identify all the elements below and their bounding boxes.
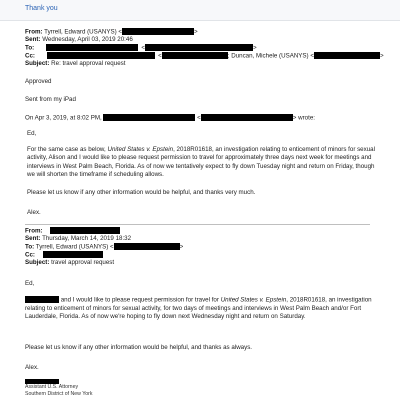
to-label: To: xyxy=(25,243,35,251)
thank-you-link[interactable]: Thank you xyxy=(25,5,58,12)
signature-office: Southern District of New York xyxy=(25,391,93,397)
header-subject-row xyxy=(25,60,125,68)
redaction xyxy=(47,52,155,59)
cc-label: Cc: xyxy=(25,52,35,60)
sent-label: Sent: xyxy=(25,235,41,242)
bracket: > xyxy=(252,44,257,52)
from-label: From: xyxy=(25,28,43,36)
greeting: Ed, xyxy=(25,280,35,287)
header-cc-row: Cc: < ; Duncan, Michele (USANYS) < > xyxy=(25,52,384,60)
subject-label: Subject: xyxy=(25,259,50,266)
quoted-paragraph xyxy=(25,296,380,322)
paragraph-text: For the same case as below, xyxy=(27,146,106,153)
paragraph-text: , 2018R01618, an investigation relating to enticement of minors for sexual activity, Alison and I would like to please request permission to travel for approximately three days next week for meetings and interviews in West Palm Beach, Florida. As of now we tentatively expect to fly down Tuesday night and return on Friday, though we will shorten the timeframe if scheduling allows. xyxy=(27,146,375,179)
signoff: Alex. xyxy=(25,364,39,371)
quoted-paragraph: Please let us know if any other information would be helpful, and thanks very much. xyxy=(27,189,256,196)
reply-toolbar xyxy=(0,0,400,21)
subject-label: Subject: xyxy=(25,60,50,67)
redaction xyxy=(46,44,138,51)
redaction xyxy=(314,52,380,59)
from-value: Tyrrell, Edward (USANYS) < xyxy=(44,28,123,36)
redaction xyxy=(114,243,180,250)
paragraph-text: , 2018R01618, an investigation relating to enticement of minors for sexual activity, for two days of meetings and interviews in West Palm Beach and/or Fort Lauderdale, Florida. As of now we're hoping to fly down next Wednesday night and return on Saturday. xyxy=(25,296,372,321)
quoted-to-row: To: Tyrrell, Edward (USANYS) < > xyxy=(25,243,184,251)
cc-tail: ; Duncan, Michele (USANYS) < xyxy=(227,52,314,60)
paragraph-text: and I would like to please request permission for travel for xyxy=(60,296,219,304)
on-wrote-line: On Apr 3, 2019, at 8:02 PM, < > wrote: xyxy=(25,114,315,122)
redaction xyxy=(201,114,293,121)
redaction xyxy=(43,251,103,258)
redaction xyxy=(50,227,120,234)
greeting: Ed, xyxy=(27,130,37,137)
redaction xyxy=(145,44,253,51)
redaction xyxy=(25,296,59,303)
quoted-paragraph: Please let us know if any other information would be helpful, and thanks as always. xyxy=(25,344,253,351)
to-value: Tyrrell, Edward (USANYS) < xyxy=(35,243,114,251)
signature-title: Assistant U.S. Attorney xyxy=(25,384,79,390)
approved-text: Approved xyxy=(25,78,52,85)
sent-from-text: Sent from my iPad xyxy=(25,96,76,103)
redaction xyxy=(103,114,195,121)
sent-value: Thursday, March 14, 2019 18:32 xyxy=(42,235,132,242)
divider xyxy=(25,224,370,225)
bracket: > xyxy=(194,28,198,36)
sent-label: Sent: xyxy=(25,36,41,43)
cc-label: Cc: xyxy=(25,251,35,259)
to-label: To: xyxy=(25,44,35,52)
on-prefix: On Apr 3, 2019, at 8:02 PM, xyxy=(25,114,102,122)
wrote-suffix: > wrote: xyxy=(292,114,315,122)
subject-value: Re: travel approval request xyxy=(51,60,126,67)
redaction xyxy=(122,28,194,35)
header-to-row: To: < > xyxy=(25,44,257,52)
case-name: United States v. Epstein xyxy=(220,296,287,304)
case-name: United States v. Epstein xyxy=(107,146,174,153)
bracket: > xyxy=(379,52,384,60)
subject-value: travel approval request xyxy=(51,259,115,266)
quoted-subject-row xyxy=(25,259,114,267)
signoff: Alex. xyxy=(27,209,41,216)
quoted-sent-row xyxy=(25,235,131,243)
redaction xyxy=(162,52,228,59)
from-label: From: xyxy=(25,227,43,235)
header-sent-row xyxy=(25,36,133,44)
sent-value: Wednesday, April 03, 2019 20:46 xyxy=(42,36,133,43)
quoted-paragraph xyxy=(27,146,382,180)
